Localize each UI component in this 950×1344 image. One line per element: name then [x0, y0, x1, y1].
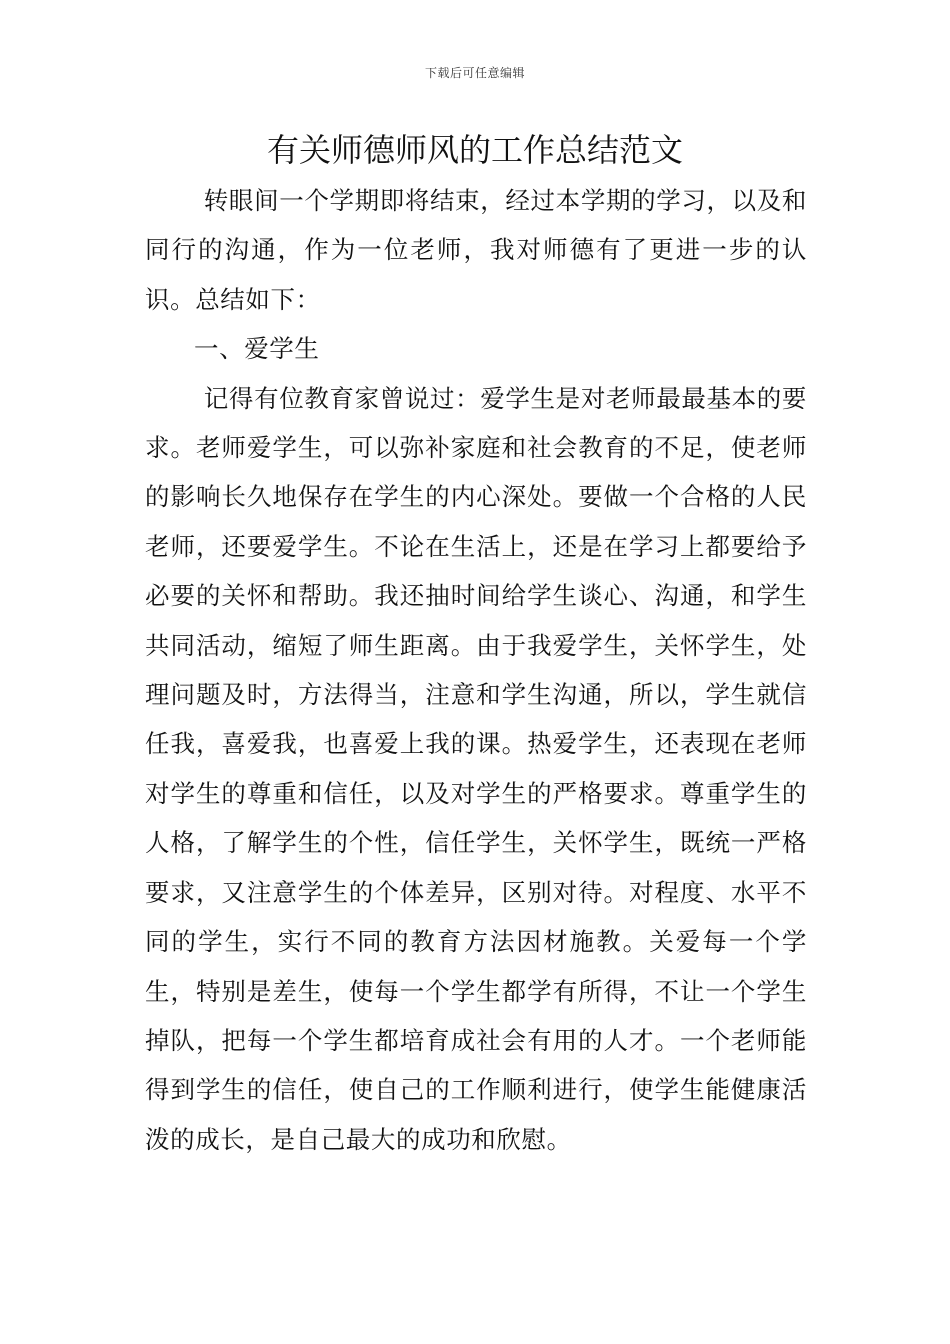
- body-paragraph: 记得有位教育家曾说过：爱学生是对老师最最基本的要求。老师爱学生，可以弥补家庭和社会教育的不足，使老师的影响长久地保存在学生的内心深处。要做一个合格的人民老师，还要爱学生。不论在生活上，还是在学习上都要给予必要的关怀和帮助。我还抽时间给学生谈心、沟通，和学生共同活动，缩短了师生距离。由于我爱学生，关怀学生，处理问题及时，方法得当，注意和学生沟通，所以，学生就信任我，喜爱我，也喜爱上我的课。热爱学生，还表现在老师对学生的尊重和信任，以及对学生的严格要求。尊重学生的人格，了解学生的个性，信任学生，关怀学生，既统一严格要求，又注意学生的个体差异，区别对待。对程度、水平不同的学生，实行不同的教育方法因材施教。关爱每一个学生，特别是差生，使每一个学生都学有所得，不让一个学生掉队，把每一个学生都培育成社会有用的人才。一个老师能得到学生的信任，使自己的工作顺利进行，使学生能健康活泼的成长，是自己最大的成功和欣慰。: [145, 383, 807, 1154]
- section-heading: 一、爱学生: [194, 334, 320, 364]
- document-title: 有关师德师风的工作总结范文: [266, 131, 683, 169]
- document-body: [145, 176, 807, 1164]
- header-note: 下载后可任意编辑: [424, 66, 525, 80]
- intro-paragraph: 转眼间一个学期即将结束，经过本学期的学习，以及和同行的沟通，作为一位老师，我对师德有了更进一步的认识。总结如下：: [145, 186, 807, 314]
